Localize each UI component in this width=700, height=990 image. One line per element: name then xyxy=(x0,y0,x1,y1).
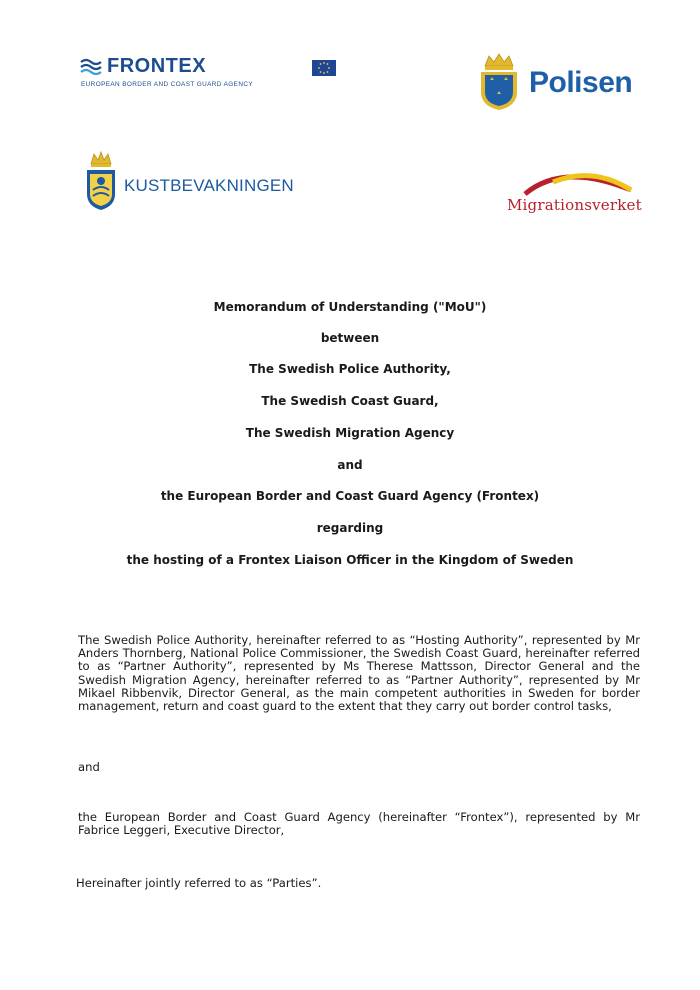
frontex-paragraph: the European Border and Coast Guard Agency (hereinafter “Frontex”), represented by Mr Fabrice Leggeri, Executive Director, xyxy=(78,810,640,838)
kustbevakningen-logo xyxy=(84,150,324,214)
title-party-migration: The Swedish Migration Agency xyxy=(245,426,455,440)
frontex-wordmark: FRONTEX xyxy=(107,55,207,77)
title-regarding: regarding xyxy=(316,521,384,535)
polisen-wordmark: Polisen xyxy=(529,66,633,99)
title-subject: the hosting of a Frontex Liaison Officer in the Kingdom of Sweden xyxy=(126,553,574,567)
frontex-subtitle: EUROPEAN BORDER AND COAST GUARD AGENCY xyxy=(81,81,254,88)
migrationsverket-logo xyxy=(505,168,640,216)
migrationsverket-arc-icon xyxy=(523,168,633,198)
police-crest-icon xyxy=(475,52,523,112)
frontex-logo xyxy=(80,56,270,92)
jointly-referred-line: Hereinafter jointly referred to as “Parties”. xyxy=(76,876,322,890)
coast-guard-crest-icon xyxy=(84,150,118,212)
parties-paragraph: The Swedish Police Authority, hereinafter referred to as “Hosting Authority”, represented by Mr Anders Thornberg, National Police Commissioner, the Swedish Coast Guard, hereinafter referred to as “Partner Authority”, represented by Ms Therese Mattsson, Director General and the Swedish Migration Agency, hereinafter referred to as “Partner Authority”, represented by Mr Mikael Ribbenvik, Director General, as the main competent authorities in Sweden for border management, return and coast guard to the extent that they carry out border control tasks, xyxy=(78,633,640,714)
mou-title: Memorandum of Understanding ("MoU") xyxy=(213,300,487,314)
polisen-logo xyxy=(475,52,650,112)
frontex-wave-icon xyxy=(80,58,102,76)
title-between: between xyxy=(320,331,380,345)
title-party-frontex: the European Border and Coast Guard Agency (Frontex) xyxy=(160,489,540,503)
eu-flag-icon xyxy=(312,60,336,76)
title-party-coast-guard: The Swedish Coast Guard, xyxy=(261,394,439,408)
title-party-police: The Swedish Police Authority, xyxy=(249,362,451,376)
title-and: and xyxy=(337,458,363,472)
and-line: and xyxy=(78,760,100,774)
migrationsverket-wordmark: Migrationsverket xyxy=(507,196,642,214)
kustbevakningen-wordmark: KUSTBEVAKNINGEN xyxy=(124,176,294,195)
